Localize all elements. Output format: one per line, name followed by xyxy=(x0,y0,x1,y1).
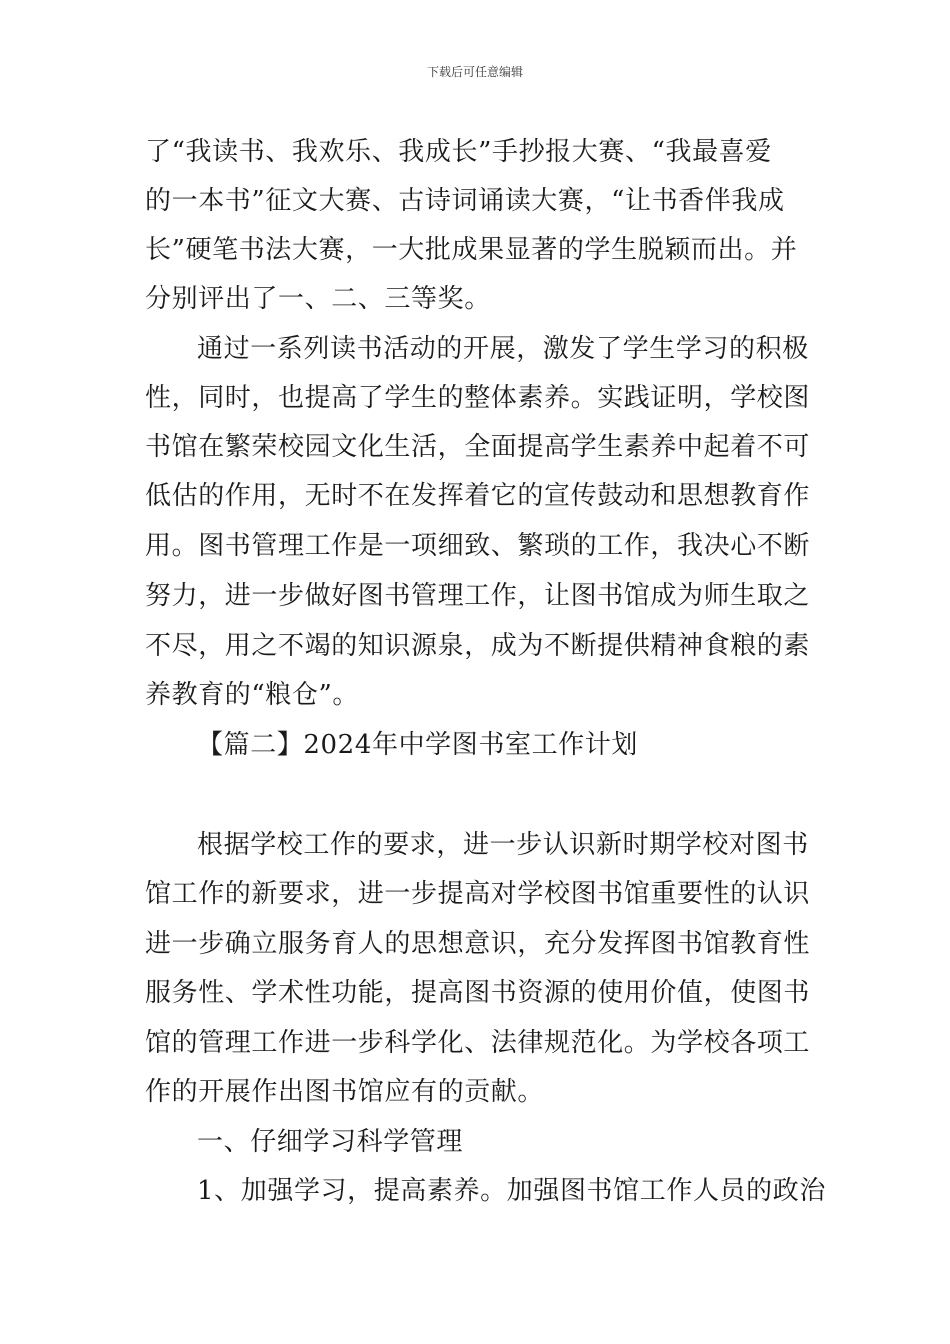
text-line: 分别评出了一、二、三等奖。 xyxy=(145,284,491,314)
text-line: 不尽，用之不竭的知识源泉，成为不断提供精神食粮的素 xyxy=(145,631,811,661)
text-line: 作的开展作出图书馆应有的贡献。 xyxy=(145,1077,545,1107)
paragraph-start-line: 根据学校工作的要求，进一步认识新时期学校对图书 xyxy=(197,830,809,860)
text-line: 的一本书”征文大赛、古诗词诵读大赛，“让书香伴我成 xyxy=(145,186,785,216)
text-line: 性，同时，也提高了学生的整体素养。实践证明，学校图 xyxy=(145,383,811,413)
text-line: 了“我读书、我欢乐、我成长”手抄报大赛、“我最喜爱 xyxy=(145,137,772,167)
subsection-heading: 一、仔细学习科学管理 xyxy=(197,1127,464,1157)
text-line: 进一步确立服务育人的思想意识，充分发挥图书馆教育性 xyxy=(145,929,811,959)
paragraph-start-line: 1、加强学习，提高素养。加强图书馆工作人员的政治 xyxy=(197,1176,826,1206)
page-header: 下载后可任意编辑 xyxy=(426,65,523,79)
text-line: 用。图书管理工作是一项细致、繁琐的工作，我决心不断 xyxy=(145,531,811,561)
text-line: 养教育的“粮仓”。 xyxy=(145,680,359,710)
text-line: 服务性、学术性功能，提高图书资源的使用价值，使图书 xyxy=(145,978,811,1008)
text-line: 馆的管理工作进一步科学化、法律规范化。为学校各项工 xyxy=(145,1028,811,1058)
paragraph-start-line: 通过一系列读书活动的开展，激发了学生学习的积极 xyxy=(197,334,809,364)
text-line: 低估的作用，无时不在发挥着它的宣传鼓动和思想教育作 xyxy=(145,481,811,511)
section-heading: 【篇二】2024年中学图书室工作计划 xyxy=(197,730,638,760)
text-line: 书馆在繁荣校园文化生活，全面提高学生素养中起着不可 xyxy=(145,432,811,462)
text-line: 长”硬笔书法大赛，一大批成果显著的学生脱颖而出。并 xyxy=(145,235,798,265)
text-line: 努力，进一步做好图书管理工作，让图书馆成为师生取之 xyxy=(145,581,811,611)
text-line: 馆工作的新要求，进一步提高对学校图书馆重要性的认识 xyxy=(145,879,811,909)
